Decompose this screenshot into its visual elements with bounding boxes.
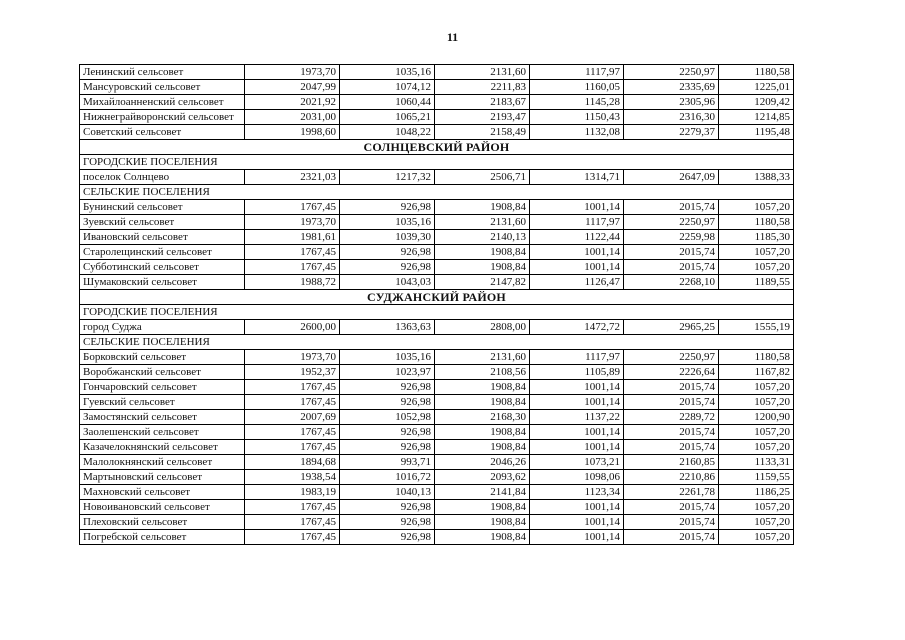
value-cell: 1189,55	[719, 275, 794, 290]
table-row	[80, 320, 794, 335]
district-header-row	[80, 140, 794, 155]
settlement-group-row	[80, 335, 794, 350]
value-cell: 1001,14	[530, 395, 624, 410]
table-row	[80, 230, 794, 245]
value-cell: 1767,45	[245, 260, 340, 275]
value-cell: 1057,20	[719, 395, 794, 410]
value-cell: 2131,60	[435, 215, 530, 230]
settlement-name: Субботинский сельсовет	[80, 260, 245, 275]
settlement-name: Старолещинский сельсовет	[80, 245, 245, 260]
value-cell: 1908,84	[435, 515, 530, 530]
table-body	[80, 65, 794, 545]
value-cell: 1225,01	[719, 80, 794, 95]
table-row	[80, 95, 794, 110]
value-cell: 926,98	[340, 500, 435, 515]
value-cell: 2158,49	[435, 125, 530, 140]
value-cell: 1908,84	[435, 245, 530, 260]
value-cell: 1363,63	[340, 320, 435, 335]
table-row	[80, 470, 794, 485]
value-cell: 2021,92	[245, 95, 340, 110]
value-cell: 1001,14	[530, 380, 624, 395]
table-row	[80, 410, 794, 425]
value-cell: 1001,14	[530, 200, 624, 215]
settlement-name: Мансуровский сельсовет	[80, 80, 245, 95]
table-row	[80, 110, 794, 125]
value-cell: 1767,45	[245, 530, 340, 545]
value-cell: 926,98	[340, 200, 435, 215]
value-cell: 2147,82	[435, 275, 530, 290]
value-cell: 926,98	[340, 380, 435, 395]
value-cell: 926,98	[340, 440, 435, 455]
value-cell: 1908,84	[435, 200, 530, 215]
value-cell: 1057,20	[719, 500, 794, 515]
settlement-name: Малолокнянский сельсовет	[80, 455, 245, 470]
value-cell: 1123,34	[530, 485, 624, 500]
value-cell: 2015,74	[624, 245, 719, 260]
settlement-name: Бунинский сельсовет	[80, 200, 245, 215]
value-cell: 1998,60	[245, 125, 340, 140]
settlement-name: Михайлоанненский сельсовет	[80, 95, 245, 110]
value-cell: 1185,30	[719, 230, 794, 245]
settlement-name: Махновский сельсовет	[80, 485, 245, 500]
value-cell: 926,98	[340, 515, 435, 530]
value-cell: 1981,61	[245, 230, 340, 245]
table-row	[80, 530, 794, 545]
value-cell: 1908,84	[435, 395, 530, 410]
settlement-name: Новоивановский сельсовет	[80, 500, 245, 515]
value-cell: 1983,19	[245, 485, 340, 500]
value-cell: 2015,74	[624, 515, 719, 530]
value-cell: 1057,20	[719, 530, 794, 545]
value-cell: 1001,14	[530, 500, 624, 515]
value-cell: 1767,45	[245, 440, 340, 455]
value-cell: 2250,97	[624, 350, 719, 365]
value-cell: 2250,97	[624, 215, 719, 230]
value-cell: 1217,32	[340, 170, 435, 185]
value-cell: 1209,42	[719, 95, 794, 110]
value-cell: 1001,14	[530, 530, 624, 545]
value-cell: 2316,30	[624, 110, 719, 125]
settlement-name: Борковский сельсовет	[80, 350, 245, 365]
value-cell: 1016,72	[340, 470, 435, 485]
tariff-table	[79, 64, 794, 545]
value-cell: 2183,67	[435, 95, 530, 110]
value-cell: 2211,83	[435, 80, 530, 95]
value-cell: 1908,84	[435, 440, 530, 455]
table-row	[80, 170, 794, 185]
value-cell: 2168,30	[435, 410, 530, 425]
value-cell: 1040,13	[340, 485, 435, 500]
value-cell: 1039,30	[340, 230, 435, 245]
value-cell: 1388,33	[719, 170, 794, 185]
table-row	[80, 65, 794, 80]
value-cell: 1180,58	[719, 350, 794, 365]
value-cell: 1073,21	[530, 455, 624, 470]
value-cell: 2015,74	[624, 200, 719, 215]
value-cell: 2108,56	[435, 365, 530, 380]
settlement-name: Ленинский сельсовет	[80, 65, 245, 80]
value-cell: 2808,00	[435, 320, 530, 335]
value-cell: 2279,37	[624, 125, 719, 140]
value-cell: 1555,19	[719, 320, 794, 335]
value-cell: 1132,08	[530, 125, 624, 140]
value-cell: 2007,69	[245, 410, 340, 425]
value-cell: 2305,96	[624, 95, 719, 110]
settlement-name: Шумаковский сельсовет	[80, 275, 245, 290]
table-row	[80, 485, 794, 500]
value-cell: 1214,85	[719, 110, 794, 125]
value-cell: 1060,44	[340, 95, 435, 110]
settlement-name: Ивановский сельсовет	[80, 230, 245, 245]
table-row	[80, 395, 794, 410]
value-cell: 1133,31	[719, 455, 794, 470]
value-cell: 1001,14	[530, 440, 624, 455]
value-cell: 2160,85	[624, 455, 719, 470]
value-cell: 1098,06	[530, 470, 624, 485]
value-cell: 1057,20	[719, 245, 794, 260]
value-cell: 1001,14	[530, 515, 624, 530]
value-cell: 1057,20	[719, 425, 794, 440]
value-cell: 1160,05	[530, 80, 624, 95]
value-cell: 1894,68	[245, 455, 340, 470]
value-cell: 1105,89	[530, 365, 624, 380]
settlement-name: Советский сельсовет	[80, 125, 245, 140]
settlement-group-row	[80, 155, 794, 170]
value-cell: 2268,10	[624, 275, 719, 290]
value-cell: 1167,82	[719, 365, 794, 380]
value-cell: 1117,97	[530, 350, 624, 365]
value-cell: 1988,72	[245, 275, 340, 290]
settlement-name: Казачелокнянский сельсовет	[80, 440, 245, 455]
value-cell: 1001,14	[530, 245, 624, 260]
value-cell: 2015,74	[624, 425, 719, 440]
settlement-name: Гуевский сельсовет	[80, 395, 245, 410]
value-cell: 2289,72	[624, 410, 719, 425]
value-cell: 1314,71	[530, 170, 624, 185]
value-cell: 1767,45	[245, 200, 340, 215]
district-header: СОЛНЦЕВСКИЙ РАЙОН	[80, 140, 794, 155]
value-cell: 2965,25	[624, 320, 719, 335]
value-cell: 2321,03	[245, 170, 340, 185]
value-cell: 2226,64	[624, 365, 719, 380]
value-cell: 2261,78	[624, 485, 719, 500]
value-cell: 1767,45	[245, 500, 340, 515]
value-cell: 1767,45	[245, 395, 340, 410]
value-cell: 2015,74	[624, 395, 719, 410]
value-cell: 1057,20	[719, 440, 794, 455]
value-cell: 1001,14	[530, 425, 624, 440]
value-cell: 1065,21	[340, 110, 435, 125]
table-row	[80, 80, 794, 95]
table-row	[80, 365, 794, 380]
settlement-name: Мартыновский сельсовет	[80, 470, 245, 485]
value-cell: 2015,74	[624, 500, 719, 515]
table-row	[80, 455, 794, 470]
value-cell: 1057,20	[719, 260, 794, 275]
value-cell: 1908,84	[435, 260, 530, 275]
value-cell: 1001,14	[530, 260, 624, 275]
value-cell: 926,98	[340, 395, 435, 410]
table-row	[80, 260, 794, 275]
value-cell: 2210,86	[624, 470, 719, 485]
value-cell: 2031,00	[245, 110, 340, 125]
value-cell: 2015,74	[624, 440, 719, 455]
value-cell: 1973,70	[245, 65, 340, 80]
value-cell: 1159,55	[719, 470, 794, 485]
page-number: 11	[446, 30, 459, 44]
value-cell: 1973,70	[245, 215, 340, 230]
value-cell: 1180,58	[719, 215, 794, 230]
value-cell: 2600,00	[245, 320, 340, 335]
value-cell: 2647,09	[624, 170, 719, 185]
value-cell: 1767,45	[245, 515, 340, 530]
table-row	[80, 275, 794, 290]
value-cell: 2015,74	[624, 530, 719, 545]
table-row	[80, 425, 794, 440]
value-cell: 1023,97	[340, 365, 435, 380]
value-cell: 2093,62	[435, 470, 530, 485]
settlement-group-label: СЕЛЬСКИЕ ПОСЕЛЕНИЯ	[80, 185, 794, 200]
value-cell: 1117,97	[530, 65, 624, 80]
value-cell: 2047,99	[245, 80, 340, 95]
value-cell: 1200,90	[719, 410, 794, 425]
value-cell: 1035,16	[340, 215, 435, 230]
settlement-name: город Суджа	[80, 320, 245, 335]
value-cell: 1767,45	[245, 425, 340, 440]
settlement-name: Зуевский сельсовет	[80, 215, 245, 230]
value-cell: 1908,84	[435, 530, 530, 545]
value-cell: 1122,44	[530, 230, 624, 245]
value-cell: 926,98	[340, 530, 435, 545]
value-cell: 2140,13	[435, 230, 530, 245]
value-cell: 1195,48	[719, 125, 794, 140]
settlement-name: поселок Солнцево	[80, 170, 245, 185]
value-cell: 926,98	[340, 260, 435, 275]
settlement-group-row	[80, 185, 794, 200]
value-cell: 1035,16	[340, 350, 435, 365]
settlement-name: Воробжанский сельсовет	[80, 365, 245, 380]
value-cell: 2259,98	[624, 230, 719, 245]
value-cell: 1908,84	[435, 500, 530, 515]
table-row	[80, 200, 794, 215]
value-cell: 1137,22	[530, 410, 624, 425]
table-row	[80, 125, 794, 140]
value-cell: 1126,47	[530, 275, 624, 290]
value-cell: 2046,26	[435, 455, 530, 470]
value-cell: 2141,84	[435, 485, 530, 500]
settlement-name: Погребской сельсовет	[80, 530, 245, 545]
value-cell: 2131,60	[435, 65, 530, 80]
table-row	[80, 515, 794, 530]
value-cell: 1908,84	[435, 380, 530, 395]
table-row	[80, 245, 794, 260]
value-cell: 1074,12	[340, 80, 435, 95]
value-cell: 1057,20	[719, 380, 794, 395]
value-cell: 1180,58	[719, 65, 794, 80]
settlement-name: Плеховский сельсовет	[80, 515, 245, 530]
value-cell: 1767,45	[245, 380, 340, 395]
value-cell: 1035,16	[340, 65, 435, 80]
value-cell: 1767,45	[245, 245, 340, 260]
table-row	[80, 440, 794, 455]
value-cell: 1057,20	[719, 200, 794, 215]
value-cell: 1186,25	[719, 485, 794, 500]
value-cell: 1052,98	[340, 410, 435, 425]
settlement-group-label: ГОРОДСКИЕ ПОСЕЛЕНИЯ	[80, 155, 794, 170]
table-row	[80, 215, 794, 230]
value-cell: 1048,22	[340, 125, 435, 140]
settlement-name: Нижнеграйворонский сельсовет	[80, 110, 245, 125]
settlement-name: Гончаровский сельсовет	[80, 380, 245, 395]
value-cell: 1938,54	[245, 470, 340, 485]
value-cell: 2193,47	[435, 110, 530, 125]
value-cell: 1117,97	[530, 215, 624, 230]
value-cell: 2506,71	[435, 170, 530, 185]
district-header-row	[80, 290, 794, 305]
value-cell: 2131,60	[435, 350, 530, 365]
value-cell: 2250,97	[624, 65, 719, 80]
value-cell: 1043,03	[340, 275, 435, 290]
table-row	[80, 380, 794, 395]
settlement-group-label: ГОРОДСКИЕ ПОСЕЛЕНИЯ	[80, 305, 794, 320]
district-header: СУДЖАНСКИЙ РАЙОН	[80, 290, 794, 305]
value-cell: 2335,69	[624, 80, 719, 95]
value-cell: 1150,43	[530, 110, 624, 125]
settlement-name: Замостянский сельсовет	[80, 410, 245, 425]
value-cell: 926,98	[340, 245, 435, 260]
settlement-group-row	[80, 305, 794, 320]
table-row	[80, 350, 794, 365]
value-cell: 2015,74	[624, 260, 719, 275]
value-cell: 926,98	[340, 425, 435, 440]
value-cell: 1145,28	[530, 95, 624, 110]
value-cell: 993,71	[340, 455, 435, 470]
table-row	[80, 500, 794, 515]
value-cell: 1057,20	[719, 515, 794, 530]
value-cell: 1952,37	[245, 365, 340, 380]
value-cell: 2015,74	[624, 380, 719, 395]
value-cell: 1973,70	[245, 350, 340, 365]
value-cell: 1472,72	[530, 320, 624, 335]
value-cell: 1908,84	[435, 425, 530, 440]
settlement-name: Заолешенский сельсовет	[80, 425, 245, 440]
settlement-group-label: СЕЛЬСКИЕ ПОСЕЛЕНИЯ	[80, 335, 794, 350]
